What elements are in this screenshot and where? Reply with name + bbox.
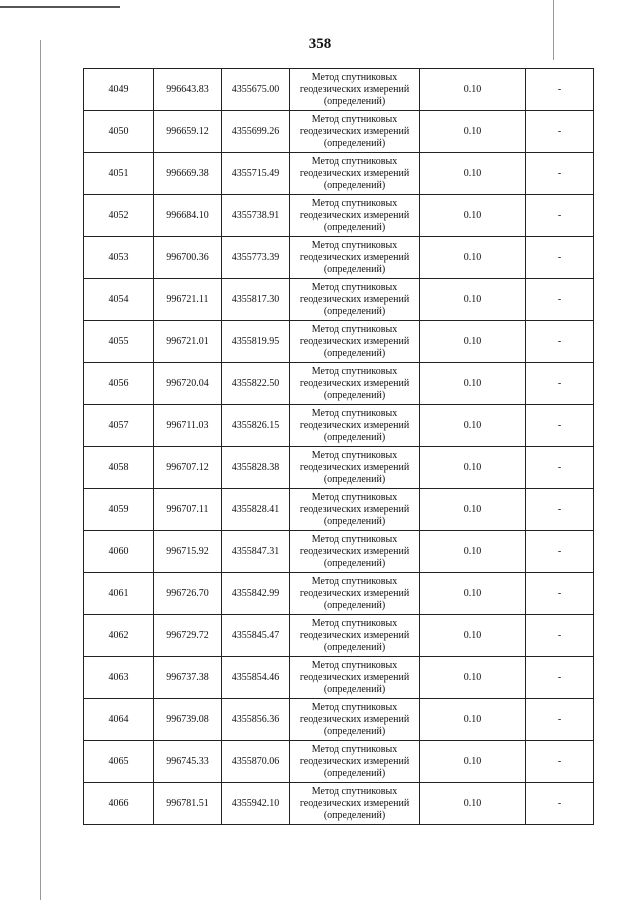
accuracy-cell: 0.10 — [420, 615, 526, 657]
method-line: (определений) — [323, 767, 386, 779]
x-coordinate-cell: 996745.33 — [154, 741, 222, 783]
note-cell: - — [526, 573, 594, 615]
method-line: Метод спутниковых — [311, 491, 398, 503]
y-coordinate-cell: 4355845.47 — [222, 615, 290, 657]
note-cell: - — [526, 699, 594, 741]
table-row — [84, 195, 594, 237]
method-line: геодезических измерений — [299, 671, 410, 683]
method-line: геодезических измерений — [299, 167, 410, 179]
accuracy-cell: 0.10 — [420, 447, 526, 489]
note-cell: - — [526, 69, 594, 111]
point-cell: 4054 — [84, 279, 154, 321]
y-coordinate-cell: 4355856.36 — [222, 699, 290, 741]
method-line: (определений) — [323, 641, 386, 653]
y-coordinate-cell: 4355847.31 — [222, 531, 290, 573]
method-line: Метод спутниковых — [311, 113, 398, 125]
note-cell: - — [526, 363, 594, 405]
table-row — [84, 447, 594, 489]
accuracy-cell: 0.10 — [420, 237, 526, 279]
table-row — [84, 405, 594, 447]
method-line: Метод спутниковых — [311, 281, 398, 293]
y-coordinate-cell: 4355842.99 — [222, 573, 290, 615]
method-line: геодезических измерений — [299, 293, 410, 305]
x-coordinate-cell: 996669.38 — [154, 153, 222, 195]
x-coordinate-cell: 996729.72 — [154, 615, 222, 657]
method-line: (определений) — [323, 95, 386, 107]
method-cell — [290, 615, 420, 657]
table-row — [84, 615, 594, 657]
y-coordinate-cell: 4355826.15 — [222, 405, 290, 447]
method-line: геодезических измерений — [299, 587, 410, 599]
method-line: геодезических измерений — [299, 83, 410, 95]
point-cell: 4057 — [84, 405, 154, 447]
point-cell: 4059 — [84, 489, 154, 531]
x-coordinate-cell: 996720.04 — [154, 363, 222, 405]
point-cell: 4058 — [84, 447, 154, 489]
y-coordinate-cell: 4355828.38 — [222, 447, 290, 489]
method-line: геодезических измерений — [299, 461, 410, 473]
method-cell — [290, 405, 420, 447]
note-cell: - — [526, 657, 594, 699]
method-line: Метод спутниковых — [311, 785, 398, 797]
method-cell — [290, 321, 420, 363]
table-row — [84, 111, 594, 153]
accuracy-cell: 0.10 — [420, 699, 526, 741]
note-cell: - — [526, 615, 594, 657]
x-coordinate-cell: 996707.11 — [154, 489, 222, 531]
method-cell — [290, 279, 420, 321]
page-number: 358 — [308, 36, 332, 52]
y-coordinate-cell: 4355942.10 — [222, 783, 290, 825]
note-cell: - — [526, 447, 594, 489]
y-coordinate-cell: 4355822.50 — [222, 363, 290, 405]
accuracy-cell: 0.10 — [420, 657, 526, 699]
method-line: Метод спутниковых — [311, 659, 398, 671]
method-line: геодезических измерений — [299, 209, 410, 221]
x-coordinate-cell: 996643.83 — [154, 69, 222, 111]
method-line: Метод спутниковых — [311, 71, 398, 83]
x-coordinate-cell: 996707.12 — [154, 447, 222, 489]
x-coordinate-cell: 996659.12 — [154, 111, 222, 153]
method-line: геодезических измерений — [299, 545, 410, 557]
y-coordinate-cell: 4355870.06 — [222, 741, 290, 783]
scan-edge-top — [0, 6, 120, 8]
table-row — [84, 783, 594, 825]
method-line: геодезических измерений — [299, 419, 410, 431]
point-cell: 4049 — [84, 69, 154, 111]
method-cell — [290, 153, 420, 195]
y-coordinate-cell: 4355699.26 — [222, 111, 290, 153]
method-line: Метод спутниковых — [311, 365, 398, 377]
note-cell: - — [526, 237, 594, 279]
method-line: Метод спутниковых — [311, 407, 398, 419]
method-line: геодезических измерений — [299, 713, 410, 725]
table-row — [84, 531, 594, 573]
method-line: (определений) — [323, 683, 386, 695]
table-row — [84, 237, 594, 279]
method-cell — [290, 783, 420, 825]
method-line: Метод спутниковых — [311, 743, 398, 755]
note-cell: - — [526, 195, 594, 237]
table-row — [84, 489, 594, 531]
note-cell: - — [526, 741, 594, 783]
x-coordinate-cell: 996739.08 — [154, 699, 222, 741]
y-coordinate-cell: 4355819.95 — [222, 321, 290, 363]
table-row — [84, 363, 594, 405]
table-row — [84, 741, 594, 783]
point-cell: 4063 — [84, 657, 154, 699]
accuracy-cell: 0.10 — [420, 321, 526, 363]
point-cell: 4051 — [84, 153, 154, 195]
point-cell: 4050 — [84, 111, 154, 153]
note-cell: - — [526, 153, 594, 195]
method-cell — [290, 447, 420, 489]
method-line: (определений) — [323, 221, 386, 233]
point-cell: 4060 — [84, 531, 154, 573]
accuracy-cell: 0.10 — [420, 153, 526, 195]
accuracy-cell: 0.10 — [420, 279, 526, 321]
method-line: (определений) — [323, 179, 386, 191]
method-cell — [290, 573, 420, 615]
method-cell — [290, 699, 420, 741]
method-cell — [290, 489, 420, 531]
accuracy-cell: 0.10 — [420, 531, 526, 573]
point-cell: 4056 — [84, 363, 154, 405]
method-line: (определений) — [323, 389, 386, 401]
table-row — [84, 279, 594, 321]
accuracy-cell: 0.10 — [420, 741, 526, 783]
method-line: (определений) — [323, 557, 386, 569]
y-coordinate-cell: 4355773.39 — [222, 237, 290, 279]
x-coordinate-cell: 996715.92 — [154, 531, 222, 573]
table-row — [84, 573, 594, 615]
method-line: геодезических измерений — [299, 377, 410, 389]
method-line: (определений) — [323, 725, 386, 737]
method-cell — [290, 363, 420, 405]
note-cell: - — [526, 321, 594, 363]
y-coordinate-cell: 4355854.46 — [222, 657, 290, 699]
method-line: Метод спутниковых — [311, 155, 398, 167]
x-coordinate-cell: 996711.03 — [154, 405, 222, 447]
table-row — [84, 699, 594, 741]
method-line: (определений) — [323, 305, 386, 317]
point-cell: 4062 — [84, 615, 154, 657]
coordinates-table — [83, 68, 594, 825]
note-cell: - — [526, 531, 594, 573]
y-coordinate-cell: 4355817.30 — [222, 279, 290, 321]
method-line: Метод спутниковых — [311, 239, 398, 251]
method-line: геодезических измерений — [299, 335, 410, 347]
note-cell: - — [526, 783, 594, 825]
x-coordinate-cell: 996726.70 — [154, 573, 222, 615]
method-line: Метод спутниковых — [311, 323, 398, 335]
table-row — [84, 153, 594, 195]
scan-edge-left — [40, 40, 41, 900]
point-cell: 4061 — [84, 573, 154, 615]
x-coordinate-cell: 996781.51 — [154, 783, 222, 825]
accuracy-cell: 0.10 — [420, 111, 526, 153]
method-line: геодезических измерений — [299, 251, 410, 263]
accuracy-cell: 0.10 — [420, 69, 526, 111]
method-line: (определений) — [323, 809, 386, 821]
method-line: геодезических измерений — [299, 629, 410, 641]
method-cell — [290, 69, 420, 111]
table-row — [84, 657, 594, 699]
note-cell: - — [526, 111, 594, 153]
method-line: геодезических измерений — [299, 503, 410, 515]
method-line: (определений) — [323, 347, 386, 359]
method-line: Метод спутниковых — [311, 449, 398, 461]
x-coordinate-cell: 996721.11 — [154, 279, 222, 321]
point-cell: 4053 — [84, 237, 154, 279]
point-cell: 4052 — [84, 195, 154, 237]
note-cell: - — [526, 279, 594, 321]
method-line: Метод спутниковых — [311, 533, 398, 545]
method-line: Метод спутниковых — [311, 197, 398, 209]
note-cell: - — [526, 405, 594, 447]
y-coordinate-cell: 4355738.91 — [222, 195, 290, 237]
point-cell: 4065 — [84, 741, 154, 783]
method-line: геодезических измерений — [299, 797, 410, 809]
method-line: (определений) — [323, 599, 386, 611]
method-cell — [290, 741, 420, 783]
point-cell: 4064 — [84, 699, 154, 741]
method-cell — [290, 531, 420, 573]
point-cell: 4066 — [84, 783, 154, 825]
y-coordinate-cell: 4355715.49 — [222, 153, 290, 195]
method-line: геодезических измерений — [299, 755, 410, 767]
y-coordinate-cell: 4355675.00 — [222, 69, 290, 111]
accuracy-cell: 0.10 — [420, 489, 526, 531]
method-line: геодезических измерений — [299, 125, 410, 137]
accuracy-cell: 0.10 — [420, 783, 526, 825]
x-coordinate-cell: 996700.36 — [154, 237, 222, 279]
method-line: (определений) — [323, 515, 386, 527]
x-coordinate-cell: 996737.38 — [154, 657, 222, 699]
method-line: Метод спутниковых — [311, 575, 398, 587]
accuracy-cell: 0.10 — [420, 195, 526, 237]
method-line: (определений) — [323, 137, 386, 149]
method-line: (определений) — [323, 263, 386, 275]
x-coordinate-cell: 996721.01 — [154, 321, 222, 363]
method-line: Метод спутниковых — [311, 617, 398, 629]
method-cell — [290, 111, 420, 153]
accuracy-cell: 0.10 — [420, 363, 526, 405]
point-cell: 4055 — [84, 321, 154, 363]
method-line: (определений) — [323, 473, 386, 485]
table-row — [84, 321, 594, 363]
method-cell — [290, 195, 420, 237]
table-row — [84, 69, 594, 111]
method-cell — [290, 657, 420, 699]
method-cell — [290, 237, 420, 279]
y-coordinate-cell: 4355828.41 — [222, 489, 290, 531]
accuracy-cell: 0.10 — [420, 573, 526, 615]
method-line: Метод спутниковых — [311, 701, 398, 713]
accuracy-cell: 0.10 — [420, 405, 526, 447]
method-line: (определений) — [323, 431, 386, 443]
note-cell: - — [526, 489, 594, 531]
x-coordinate-cell: 996684.10 — [154, 195, 222, 237]
